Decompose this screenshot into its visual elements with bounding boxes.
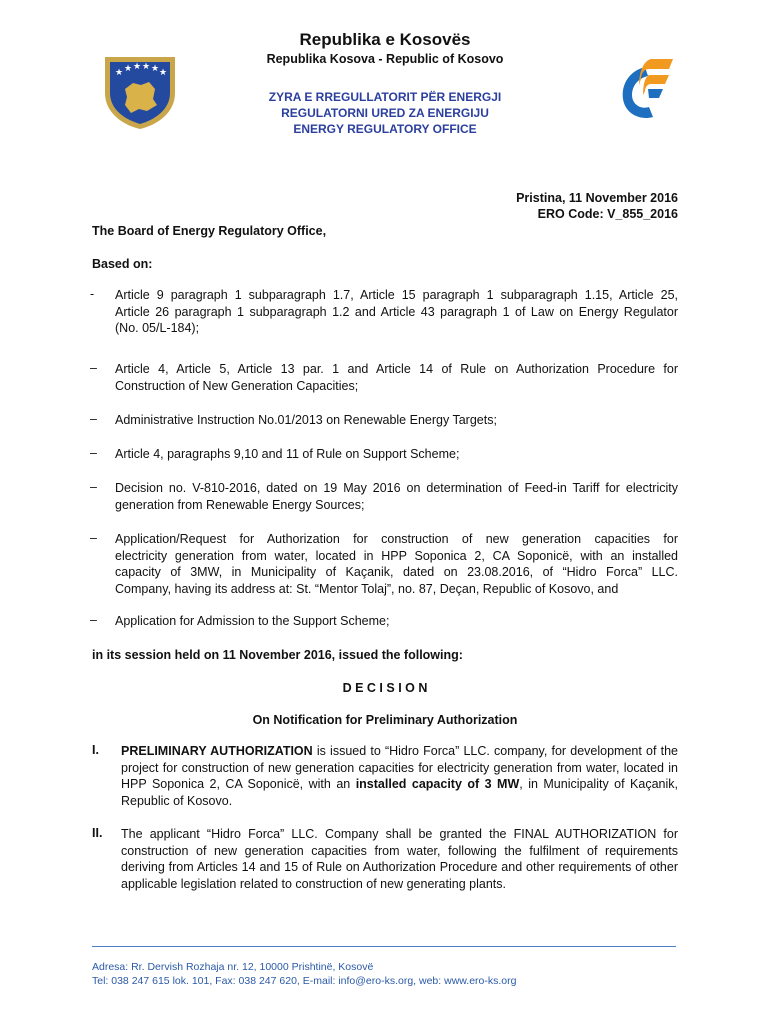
agency-name-serbian: REGULATORNI URED ZA ENERGIJU [281,106,489,120]
list-item-line: generation from Renewable Energy Sources; [115,497,365,512]
list-bullet: – [90,412,97,426]
decision-item [121,743,678,809]
list-item-line: Administrative Instruction No.01/2013 on Renewable Energy Targets; [115,413,497,427]
decision-numeral: I. [92,743,99,757]
installed-capacity: installed capacity of 3 MW [355,777,520,791]
list-item-line: Article 4, Article 5, Article 13 par. 1 and Article 14 of Rule on Authorization Procedure for [115,362,678,376]
list-bullet: – [90,613,97,627]
svg-text:★: ★ [142,62,151,72]
agency-name-english: ENERGY REGULATORY OFFICE [293,122,477,136]
list-item [115,531,678,597]
ero-code: ERO Code: V_855_2016 [537,207,678,221]
board-heading: The Board of Energy Regulatory Office, [92,224,327,238]
decision-text: , in Municipality of Kaçanik, Republic of Kosovo. [121,777,678,808]
list-item-line: Company, having its address at: St. “Mentor Tolaj”, no. 87, Deçan, Republic of Kosovo, and [115,581,619,596]
list-item [115,480,678,513]
list-bullet: - [90,287,95,301]
footer-divider [92,946,676,947]
list-item-line: Decision no. V-810-2016, dated on 19 May 2016 on determination of Feed-in Tariff for electricity [115,481,678,495]
list-item-line: capacity of 3MW, in Municipality of Kaçanik, dated on 23.08.2016, of “Hidro Forca” LLC. [115,565,678,579]
list-item [115,613,678,630]
republic-subtitle: Republika Kosova - Republic of Kosovo [266,52,504,66]
decision-subtitle: On Notification for Preliminary Authorization [252,713,518,727]
svg-text:★: ★ [115,68,124,78]
republic-title: Republika e Kosovës [299,30,471,49]
place-date: Pristina, 11 November 2016 [516,191,678,205]
list-bullet: – [90,531,97,545]
list-item-line: electricity generation from water, located in HPP Soponica 2, CA Soponicë, with an installed [115,548,678,563]
agency-name-albanian: ZYRA E RREGULLATORIT PËR ENERGJI [268,90,502,104]
list-item-line: Article 4, paragraphs 9,10 and 11 of Rule on Support Scheme; [115,447,460,461]
list-item-line: Article 9 paragraph 1 subparagraph 1.7, Article 15 paragraph 1 subparagraph 1.15, Article 25, [115,288,678,302]
based-on-heading: Based on: [92,257,153,271]
svg-text:★: ★ [133,62,142,72]
list-bullet: – [90,446,97,460]
svg-text:★: ★ [124,64,133,74]
list-bullet: – [90,480,97,494]
list-item-line: Article 26 paragraph 1 subparagraph 1.2 and Article 43 paragraph 1 of Law on Energy Regulator [115,304,678,319]
footer-contact: Tel: 038 247 615 lok. 101, Fax: 038 247 620, E-mail: info@ero-ks.org, web: www.ero-ks.org [92,975,517,987]
decision-numeral: II. [92,826,103,840]
list-item-line: (No. 05/L-184); [115,321,200,335]
preliminary-authorization-label: PRELIMINARY AUTHORIZATION [121,744,313,758]
footer-address: Adresa: Rr. Dervish Rozhaja nr. 12, 10000 Prishtinë, Kosovë [92,961,374,973]
decision-text: is issued to “Hidro Forca” LLC. company, for development of the project for construction of new generation capacities for electricity generation from water, located in HPP Soponica 2, CA Soponicë, with an [121,744,678,791]
list-bullet: – [90,361,97,375]
list-item-line: Application for Admission to the Support Scheme; [115,614,390,628]
ero-logo-icon [615,55,677,125]
decision-title: D E C I S I O N [342,681,428,695]
list-item-line: Construction of New Generation Capacities; [115,378,359,393]
list-item [115,446,678,463]
list-item [115,361,678,394]
session-line: in its session held on 11 November 2016, issued the following: [92,648,463,662]
list-item-line: Application/Request for Authorization for construction of new generation capacities for [115,532,678,546]
svg-text:★: ★ [159,68,168,78]
svg-text:★: ★ [151,64,160,74]
list-item [115,412,678,429]
list-item [115,287,678,337]
decision-item: The applicant “Hidro Forca” LLC. Company shall be granted the FINAL AUTHORIZATION for construction of new generation capacities from water, following the fulfilment of requirements deriving from Articles 14 and 15 of Rule on Authorization Procedure and other requirements of other applicable legislation related to construction of new generating plants. [121,827,678,891]
